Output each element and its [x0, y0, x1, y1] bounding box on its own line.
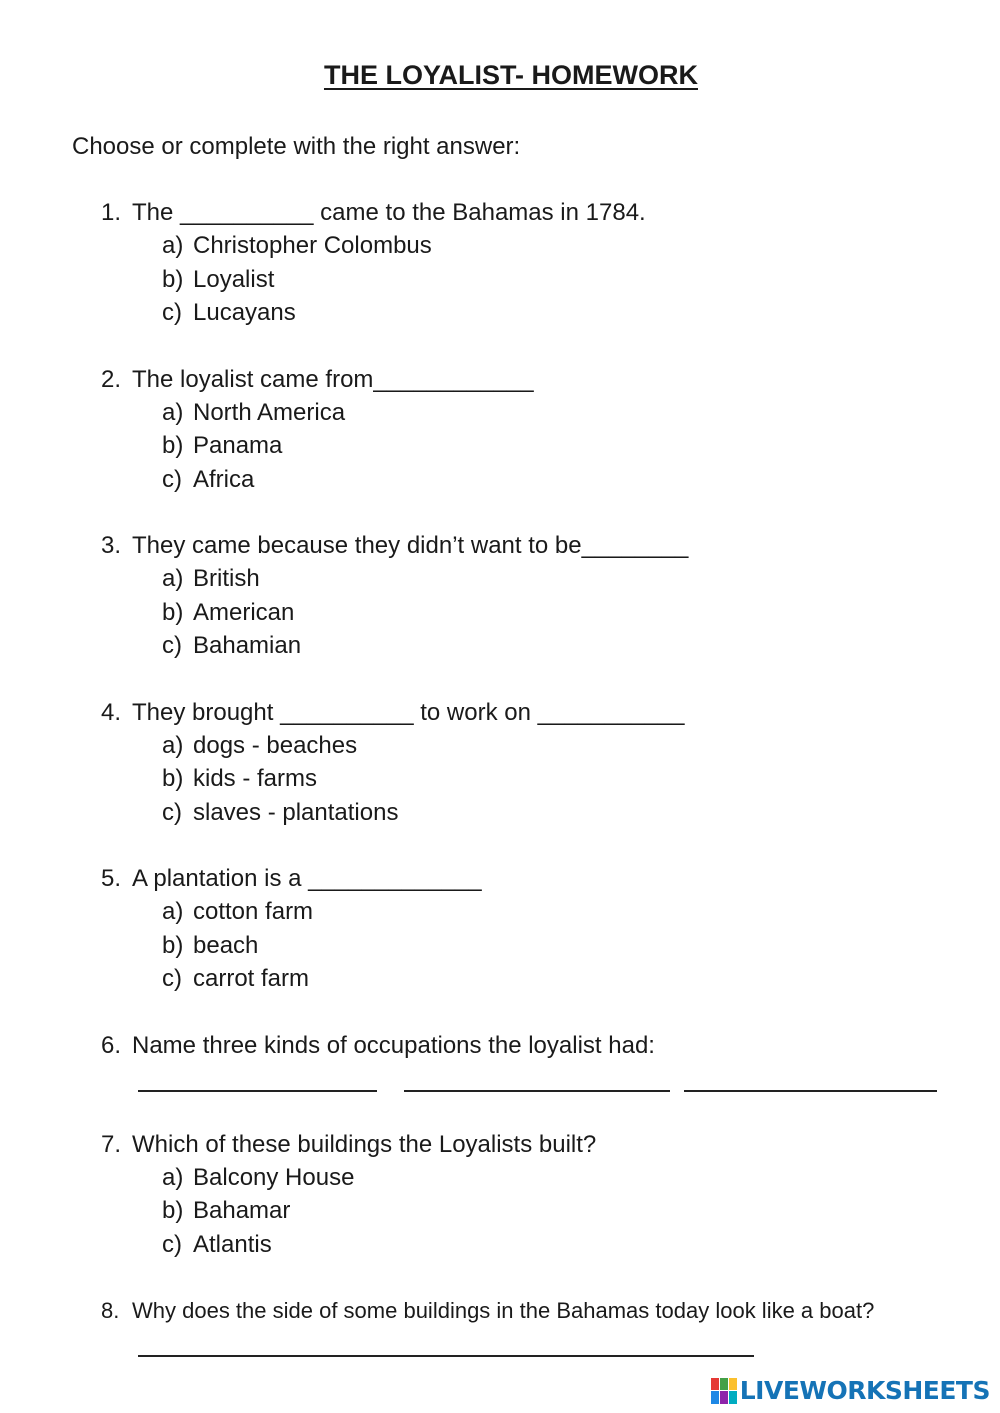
- answer-blank-q6-3[interactable]: [684, 1090, 937, 1092]
- question-5: [0, 864, 1000, 1031]
- question-number: 2.: [101, 365, 122, 393]
- question-3: [0, 531, 1000, 698]
- liveworksheets-logo-icon: [711, 1378, 737, 1404]
- answer-blank-q6-2[interactable]: [404, 1090, 670, 1092]
- question-2: [0, 365, 1000, 532]
- logo-text: LIVEWORKSHEETS: [739, 1376, 990, 1405]
- question-7: [0, 1130, 1000, 1297]
- question-number: 8.: [101, 1298, 120, 1323]
- question-prompt: A plantation is a _____________: [132, 865, 482, 892]
- question-prompt: Name three kinds of occupations the loyalist had:: [132, 1031, 655, 1059]
- question-prompt: Why does the side of some buildings in the Bahamas today look like a boat?: [132, 1298, 875, 1323]
- question-prompt: The loyalist came from____________: [132, 365, 534, 393]
- question-text: [101, 198, 646, 228]
- question-text: [101, 698, 684, 728]
- question-number: 5.: [101, 865, 122, 892]
- question-number: 6.: [101, 1031, 122, 1059]
- question-6: [0, 1031, 1000, 1130]
- question-number: 1.: [101, 199, 122, 226]
- option-c[interactable]: c) Bahamian: [162, 632, 302, 659]
- option-b[interactable]: b) kids - farms: [162, 765, 318, 792]
- option-a[interactable]: a) Balcony House: [162, 1163, 355, 1191]
- option-b[interactable]: b) Bahamar: [162, 1197, 291, 1224]
- answer-blank-q6-1[interactable]: [138, 1090, 377, 1092]
- question-number: 7.: [101, 1130, 122, 1158]
- question-text: [101, 1130, 596, 1160]
- option-a[interactable]: a) North America: [162, 398, 346, 426]
- question-prompt: Which of these buildings the Loyalists built?: [132, 1130, 597, 1158]
- question-text: [101, 365, 534, 395]
- instructions: Choose or complete with the right answer:: [72, 133, 521, 160]
- question-text: [101, 1296, 874, 1326]
- question-prompt: The __________ came to the Bahamas in 1784.: [132, 199, 646, 226]
- option-a[interactable]: a) Christopher Colombus: [162, 232, 432, 259]
- question-text: [101, 1031, 655, 1061]
- option-c[interactable]: c) carrot farm: [162, 965, 310, 992]
- option-c[interactable]: c) Atlantis: [162, 1230, 272, 1258]
- option-b[interactable]: b) American: [162, 598, 295, 626]
- option-a[interactable]: a) cotton farm: [162, 898, 314, 925]
- answer-blank-q8[interactable]: [138, 1355, 754, 1357]
- question-text: [101, 864, 482, 894]
- option-c[interactable]: c) Lucayans: [162, 299, 296, 326]
- option-a[interactable]: a) British: [162, 565, 260, 592]
- page-title: THE LOYALIST- HOMEWORK: [323, 60, 698, 90]
- question-1: [0, 198, 1000, 365]
- option-b[interactable]: b) Panama: [162, 432, 283, 459]
- liveworksheets-logo: [711, 1376, 990, 1405]
- option-a[interactable]: a) dogs - beaches: [162, 731, 358, 759]
- option-b[interactable]: b) beach: [162, 931, 259, 959]
- option-c[interactable]: c) Africa: [162, 465, 255, 493]
- option-b[interactable]: b) Loyalist: [162, 265, 275, 293]
- question-number: 3.: [101, 532, 122, 559]
- option-c[interactable]: c) slaves - plantations: [162, 798, 399, 826]
- question-number: 4.: [101, 698, 122, 726]
- question-prompt: They came because they didn’t want to be________: [132, 532, 689, 559]
- question-prompt: They brought __________ to work on ___________: [132, 698, 685, 726]
- question-4: [0, 698, 1000, 865]
- question-list: [0, 198, 1000, 1395]
- question-text: [101, 531, 688, 561]
